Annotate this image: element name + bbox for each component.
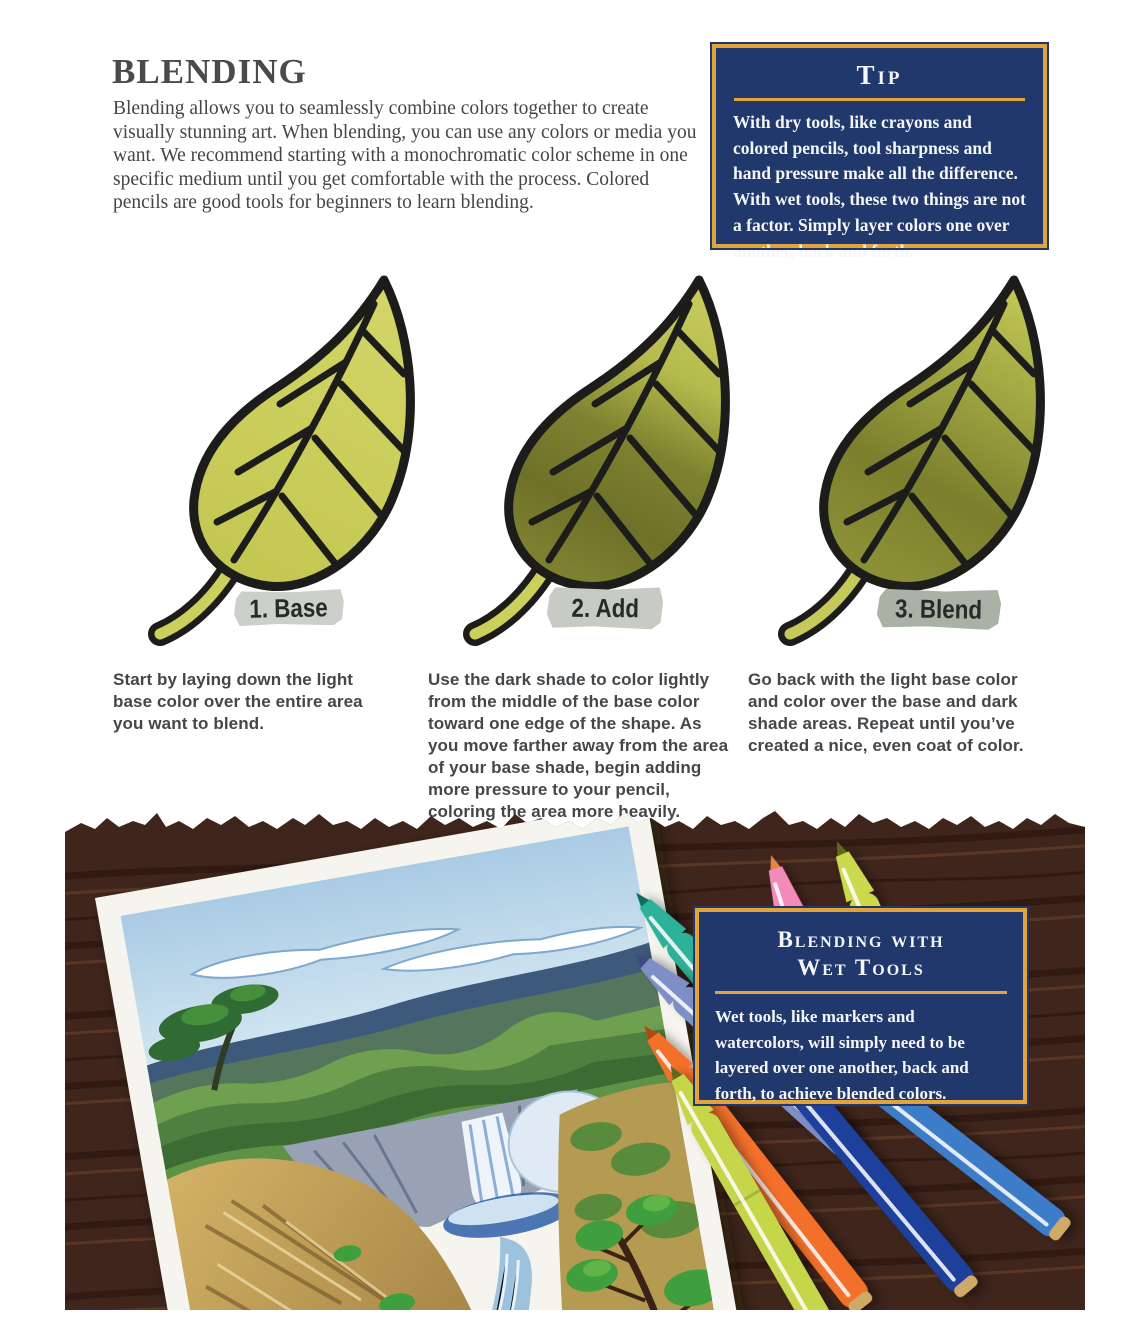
landscape-drawing — [95, 810, 748, 1310]
tip-box — [712, 44, 1047, 261]
intro-paragraph: Blending allows you to seamlessly combine colors together to create visually stunning art. When blending, you can use any colors or media you want. We recommend starting with a monochromatic color scheme in one specific medium until you get comfortable with the process. Colored pencils are good tools for beginners to learn blending. — [113, 98, 697, 214]
wet-tools-box-rule — [715, 991, 1007, 994]
step-label-base: 1. Base — [234, 589, 345, 627]
step-label-add: 2. Add — [547, 586, 663, 629]
wet-tools-box — [695, 908, 1027, 1104]
tip-box-title: Tip — [856, 60, 903, 90]
tip-box-rule — [734, 98, 1025, 101]
page-title: BLENDING — [112, 52, 307, 91]
step-caption-base: Start by laying down the light base color over the entire area you want to blend. — [113, 670, 363, 733]
step-caption-add: Use the dark shade to color lightly from the middle of the base color toward one edge of the shape. As you move farther away from the area of your base shade, begin adding more pressure to your pencil, coloring the area more heavily. — [428, 670, 729, 821]
photo-markers-and-drawing — [65, 810, 1085, 1310]
step-label-blend: 3. Blend — [877, 588, 1002, 630]
wet-tools-box-title: Blending with Wet Tools — [777, 927, 945, 980]
tip-box-body: With dry tools, like crayons and colored pencils, tool sharpness and hand pressure make all the difference. With wet tools, these two things are not a factor. Simply layer colors one over another, back and forth. — [733, 112, 1026, 261]
wet-tools-box-body: Wet tools, like markers and watercolors, will simply need to be layered over one another, back and forth, to achieve blended colors. — [715, 1007, 969, 1103]
step-caption-blend: Go back with the light base color and color over the base and dark shade areas. Repeat until you’ve created a nice, even coat of color. — [748, 670, 1024, 755]
